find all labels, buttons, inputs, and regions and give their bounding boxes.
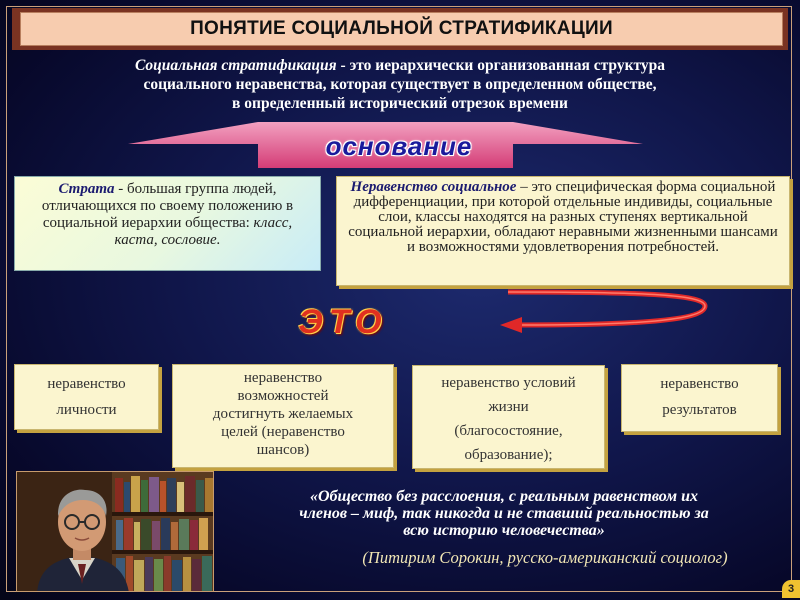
inequality-text: – это специфическая форма социальной дифференциации, при которой отдельные индивиды, социальные слои, классы находятся на разных ступенях вертикальной социальной иерархии, обладают неравными жизненными шансами и возможностями удовлетворения потребностей. bbox=[348, 179, 778, 255]
strata-examples: класс, каста, сословие. bbox=[114, 215, 293, 248]
type-line: достигнуть желаемых bbox=[212, 406, 354, 422]
quote-author: (Питирим Сорокин, русско-американский социолог) bbox=[362, 548, 728, 567]
type-line: неравенство условий bbox=[441, 375, 576, 391]
strata-term: Страта bbox=[58, 181, 115, 197]
eto-label: ЭТО bbox=[298, 303, 388, 341]
definition-line2: социального неравенства, которая существует в определенном обществе, bbox=[143, 76, 657, 93]
strata-text: - большая группа людей, отличающихся по своему положению в социальной иерархии общества: bbox=[41, 181, 294, 231]
type-line: неравенство bbox=[660, 376, 739, 392]
strata-definition-box bbox=[14, 176, 321, 271]
inequality-definition-box bbox=[336, 176, 790, 286]
type-line: результатов bbox=[662, 402, 737, 418]
inequality-type-opportunities bbox=[172, 364, 394, 468]
inequality-type-personality bbox=[14, 364, 159, 430]
definition-line1: - это иерархически организованная структура bbox=[336, 57, 666, 74]
inequality-type-living-conditions bbox=[412, 365, 605, 469]
type-line: шансов) bbox=[256, 442, 310, 458]
type-line: (благосостояние, bbox=[454, 423, 563, 439]
osnovanie-label: основание bbox=[325, 131, 473, 161]
definition-line3: в определенный исторический отрезок времени bbox=[232, 95, 568, 112]
sorokin-quote bbox=[228, 488, 780, 539]
inequality-type-results bbox=[621, 364, 778, 432]
definition-term: Социальная стратификация bbox=[134, 57, 337, 74]
type-line: личности bbox=[56, 402, 117, 418]
type-line: целей (неравенство bbox=[221, 424, 345, 440]
inequality-term: Неравенство социальное bbox=[350, 179, 517, 195]
type-line: возможностей bbox=[237, 388, 329, 404]
quote-line: «Общество без расслоения, с реальным равенством их bbox=[309, 488, 699, 505]
quote-line: членов – миф, так никогда и не ставший реальностью за bbox=[299, 505, 709, 522]
curved-arrow bbox=[500, 289, 712, 335]
slide-title: ПОНЯТИЕ СОЦИАЛЬНОЙ СТРАТИФИКАЦИИ bbox=[20, 12, 783, 46]
type-line: неравенство bbox=[47, 376, 126, 392]
quote-line: всю историю человечества» bbox=[403, 522, 605, 539]
portrait-illustration bbox=[17, 472, 214, 592]
page-number: 3 bbox=[782, 580, 800, 598]
portrait-photo bbox=[16, 471, 214, 592]
definition-text bbox=[40, 56, 760, 113]
type-line: образование); bbox=[464, 447, 553, 463]
type-line: жизни bbox=[488, 399, 529, 415]
type-line: неравенство bbox=[243, 370, 323, 386]
